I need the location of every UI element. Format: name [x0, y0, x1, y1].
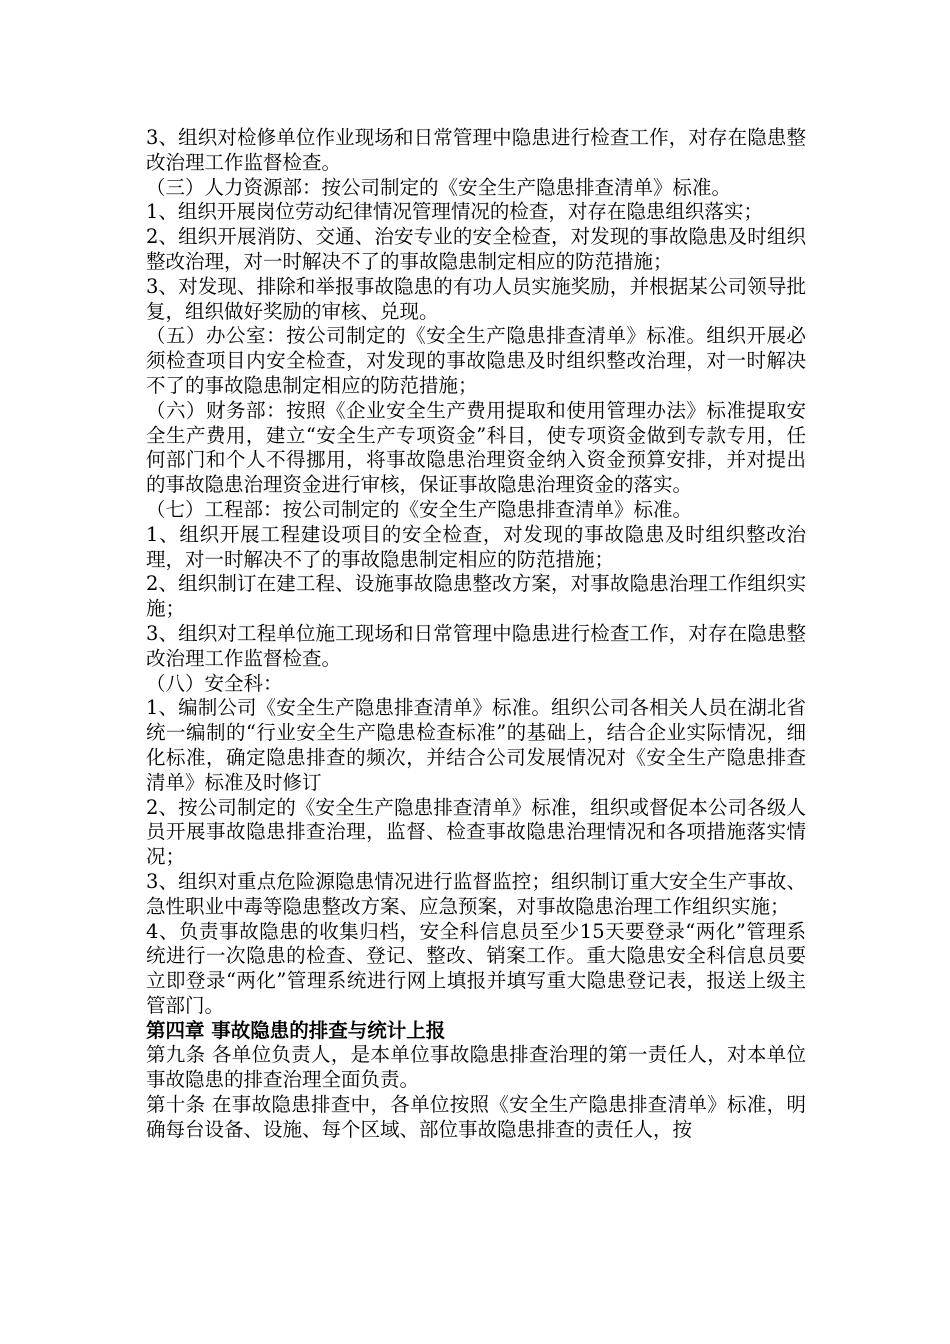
paragraph-safety-item-2: 2、按公司制定的《安全生产隐患排查清单》标准，组织或督促本公司各级人员开展事故隐患排查治理，监督、检查事故隐患治理情况和各项措施落实情况；: [146, 795, 806, 869]
paragraph-safety-item-1: 1、编制公司《安全生产隐患排查清单》标准。组织公司各相关人员在湖北省统一编制的“行业安全生产隐患检查标准”的基础上，结合企业实际情况，细化标准，确定隐患排查的频次，并结合公司发展情况对《安全生产隐患排查清单》标准及时修订: [146, 696, 806, 794]
paragraph-hr-department: （三）人力资源部：按公司制定的《安全生产隐患排查清单》标准。: [146, 175, 732, 199]
article-9: 第九条 各单位负责人，是本单位事故隐患排查治理的第一责任人，对本单位事故隐患的排查治理全面负责。: [146, 1043, 806, 1092]
paragraph-engineering-item-2: 2、组织制订在建工程、设施事故隐患整改方案，对事故隐患治理工作组织实施；: [146, 572, 806, 621]
paragraph-finance: （六）财务部：按照《企业安全生产费用提取和使用管理办法》标准提取安全生产费用，建立“安全生产专项资金”科目，使专项资金做到专款专用，任何部门和个人不得挪用，将事故隐患治理资金纳入资金预算安排，并对提出的事故隐患治理资金进行审核，保证事故隐患治理资金的落实。: [146, 398, 806, 497]
paragraph-repair-unit-inspection: 3、组织对检修单位作业现场和日常管理中隐患进行检查工作，对存在隐患整改治理工作监督检查。: [146, 126, 806, 174]
chapter-heading: 第四章 事故隐患的排查与统计上报: [146, 1018, 446, 1042]
paragraph-hr-item-2: 2、组织开展消防、交通、治安专业的安全检查，对发现的事故隐患及时组织整改治理，对一时解决不了的事故隐患制定相应的防范措施；: [146, 225, 806, 273]
article-10: 第十条 在事故隐患排查中，各单位按照《安全生产隐患排查清单》标准，明确每台设备、设施、每个区域、部位事故隐患排查的责任人，按: [146, 1093, 806, 1141]
document-page: [146, 126, 806, 1143]
paragraph-office: （五）办公室：按公司制定的《安全生产隐患排查清单》标准。组织开展必须检查项目内安全检查，对发现的事故隐患及时组织整改治理，对一时解决不了的事故隐患制定相应的防范措施；: [146, 324, 806, 397]
paragraph-safety-section: （八）安全科：: [146, 671, 283, 695]
paragraph-engineering-item-3: 3、组织对工程单位施工现场和日常管理中隐患进行检查工作，对存在隐患整改治理工作监督检查。: [146, 621, 806, 670]
paragraph-engineering: （七）工程部：按公司制定的《安全生产隐患排查清单》标准。: [146, 497, 693, 521]
paragraph-safety-item-4: 4、负责事故隐患的收集归档，安全科信息员至少15天要登录“两化”管理系统进行一次隐患的检查、登记、整改、销案工作。重大隐患安全科信息员要立即登录“两化”管理系统进行网上填报并填写重大隐患登记表，报送上级主管部门。: [146, 919, 806, 1017]
paragraph-hr-item-1: 1、组织开展岗位劳动纪律情况管理情况的检查，对存在隐患组织落实；: [146, 200, 763, 224]
paragraph-hr-item-3: 3、对发现、排除和举报事故隐患的有功人员实施奖励，并根据某公司领导批复，组织做好奖励的审核、兑现。: [146, 274, 806, 323]
paragraph-safety-item-3: 3、组织对重点危险源隐患情况进行监督监控；组织制订重大安全生产事故、急性职业中毒等隐患整改方案、应急预案，对事故隐患治理工作组织实施；: [146, 869, 806, 918]
paragraph-engineering-item-1: 1、组织开展工程建设项目的安全检查，对发现的事故隐患及时组织整改治理，对一时解决不了的事故隐患制定相应的防范措施；: [146, 522, 806, 571]
